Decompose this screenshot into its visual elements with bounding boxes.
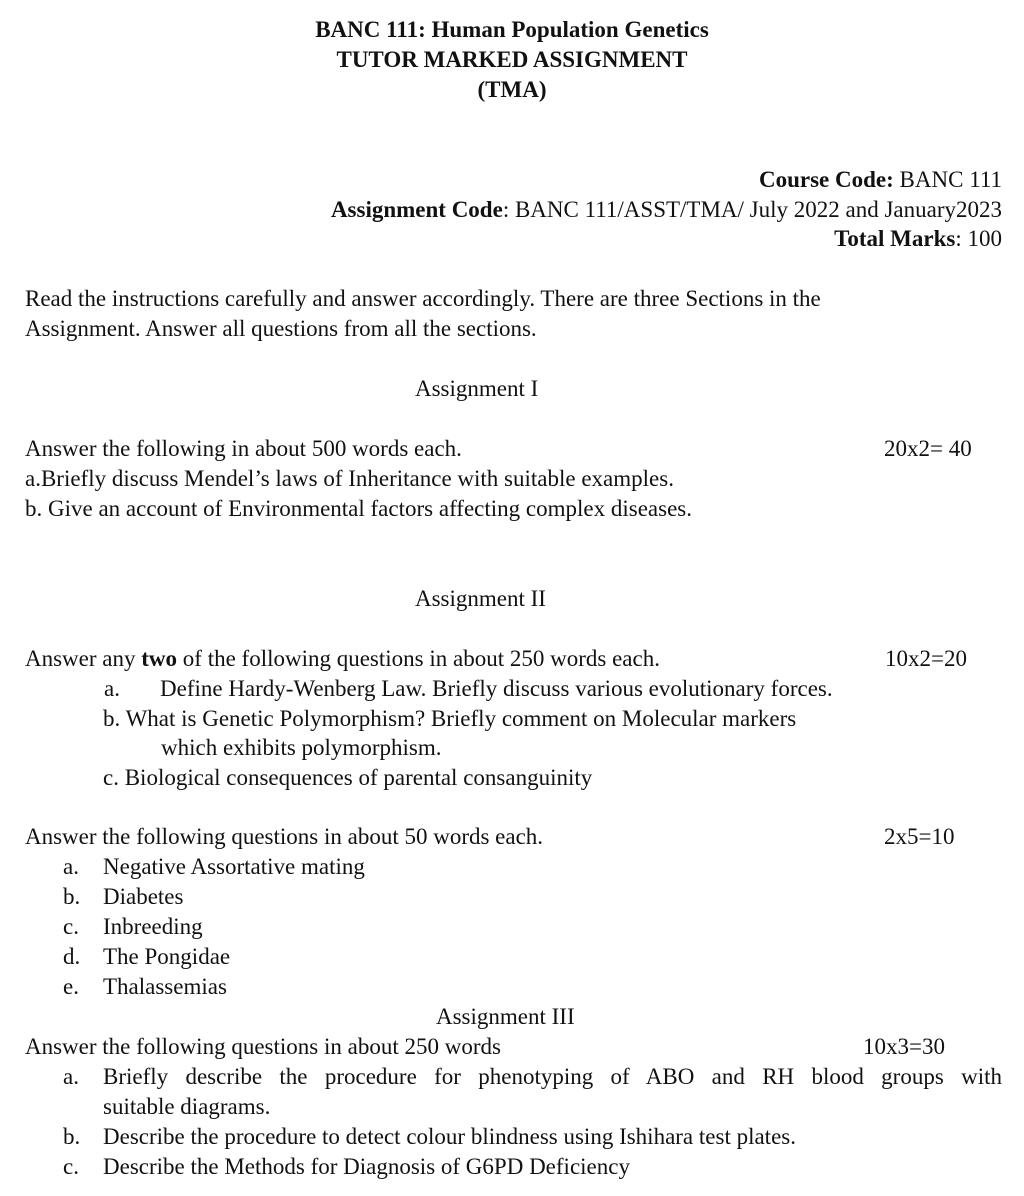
section-2-marks: 10x2=20	[885, 646, 967, 671]
short-item	[63, 912, 79, 942]
course-code-line	[759, 165, 1002, 195]
total-marks-label: Total Marks	[834, 226, 956, 251]
section-3-item-a-text: Briefly describe the procedure for phenotyping of ABO and RH blood groups with	[103, 1064, 1002, 1089]
section-2-question-c: c. Biological consequences of parental consanguinity	[103, 765, 593, 790]
section-3-item-c-text: Describe the Methods for Diagnosis of G6PD Deficiency	[103, 1154, 630, 1179]
total-marks-line	[834, 224, 1002, 254]
short-item-text: The Pongidae	[103, 944, 231, 969]
short-item	[63, 972, 79, 1002]
section-2-question-a-label: a.	[104, 676, 120, 701]
short-answer-marks: 2x5=10	[884, 824, 955, 849]
short-item-text: Inbreeding	[103, 914, 203, 939]
short-item-label: e.	[63, 974, 79, 999]
section-1-question-b: b. Give an account of Environmental factors affecting complex diseases.	[25, 496, 692, 521]
section-2-heading: Assignment II	[415, 586, 546, 611]
short-item	[63, 882, 80, 912]
section-2-question-b-line-1: b. What is Genetic Polymorphism? Briefly comment on Molecular markers	[103, 706, 797, 731]
assignment-code-value: : BANC 111/ASST/TMA/ July 2022 and January2023	[502, 197, 1002, 222]
section-3-item-a-cont: suitable diagrams.	[103, 1094, 271, 1119]
section-2-prompt-pre: Answer any	[25, 646, 142, 671]
short-item-label: c.	[63, 914, 79, 939]
total-marks-value: : 100	[955, 226, 1002, 251]
section-2-prompt-bold: two	[141, 646, 178, 671]
section-2-question-b-line-2: which exhibits polymorphism.	[161, 735, 442, 760]
section-1-prompt: Answer the following in about 500 words each.	[25, 436, 462, 461]
course-code-value: BANC 111	[893, 167, 1002, 192]
short-item	[63, 852, 79, 882]
section-1-marks: 20x2= 40	[884, 436, 972, 461]
section-2-question-a-text: Define Hardy-Wenberg Law. Briefly discuss various evolutionary forces.	[160, 676, 833, 701]
document-title: BANC 111: Human Population Genetics	[315, 17, 709, 42]
section-2-prompt-post: of the following questions in about 250 words each.	[177, 646, 660, 671]
section-3-marks: 10x3=30	[863, 1034, 945, 1059]
section-1-question-a: a.Briefly discuss Mendel’s laws of Inheritance with suitable examples.	[25, 466, 674, 491]
section-3-item-b-text: Describe the procedure to detect colour blindness using Ishihara test plates.	[103, 1124, 796, 1149]
short-item-label: b.	[63, 884, 81, 909]
short-item-text: Diabetes	[103, 884, 184, 909]
short-item-label: a.	[63, 854, 79, 879]
short-item-text: Negative Assortative mating	[103, 854, 365, 879]
assignment-code-line	[331, 195, 1002, 225]
document-abbr: (TMA)	[477, 77, 547, 102]
short-item-label: d.	[63, 944, 81, 969]
short-answer-prompt: Answer the following questions in about 50 words each.	[25, 824, 544, 849]
instructions-line-1: Read the instructions carefully and answer accordingly. There are three Sections in the	[25, 286, 821, 311]
document-subtitle: TUTOR MARKED ASSIGNMENT	[336, 47, 688, 72]
section-3-prompt: Answer the following questions in about 250 words	[25, 1034, 501, 1059]
section-3-item-c-label: c.	[63, 1154, 79, 1179]
section-1-heading: Assignment I	[415, 376, 539, 401]
assignment-code-label: Assignment Code	[330, 197, 503, 222]
short-item	[63, 942, 80, 972]
instructions-line-2: Assignment. Answer all questions from all the sections.	[25, 316, 537, 341]
section-2-prompt	[25, 644, 660, 674]
section-3-item-a-label: a.	[63, 1064, 79, 1089]
short-item-text: Thalassemias	[103, 974, 227, 999]
course-code-label: Course Code:	[759, 167, 894, 192]
section-3-item-b-label: b.	[63, 1124, 81, 1149]
section-3-heading: Assignment III	[436, 1004, 575, 1029]
